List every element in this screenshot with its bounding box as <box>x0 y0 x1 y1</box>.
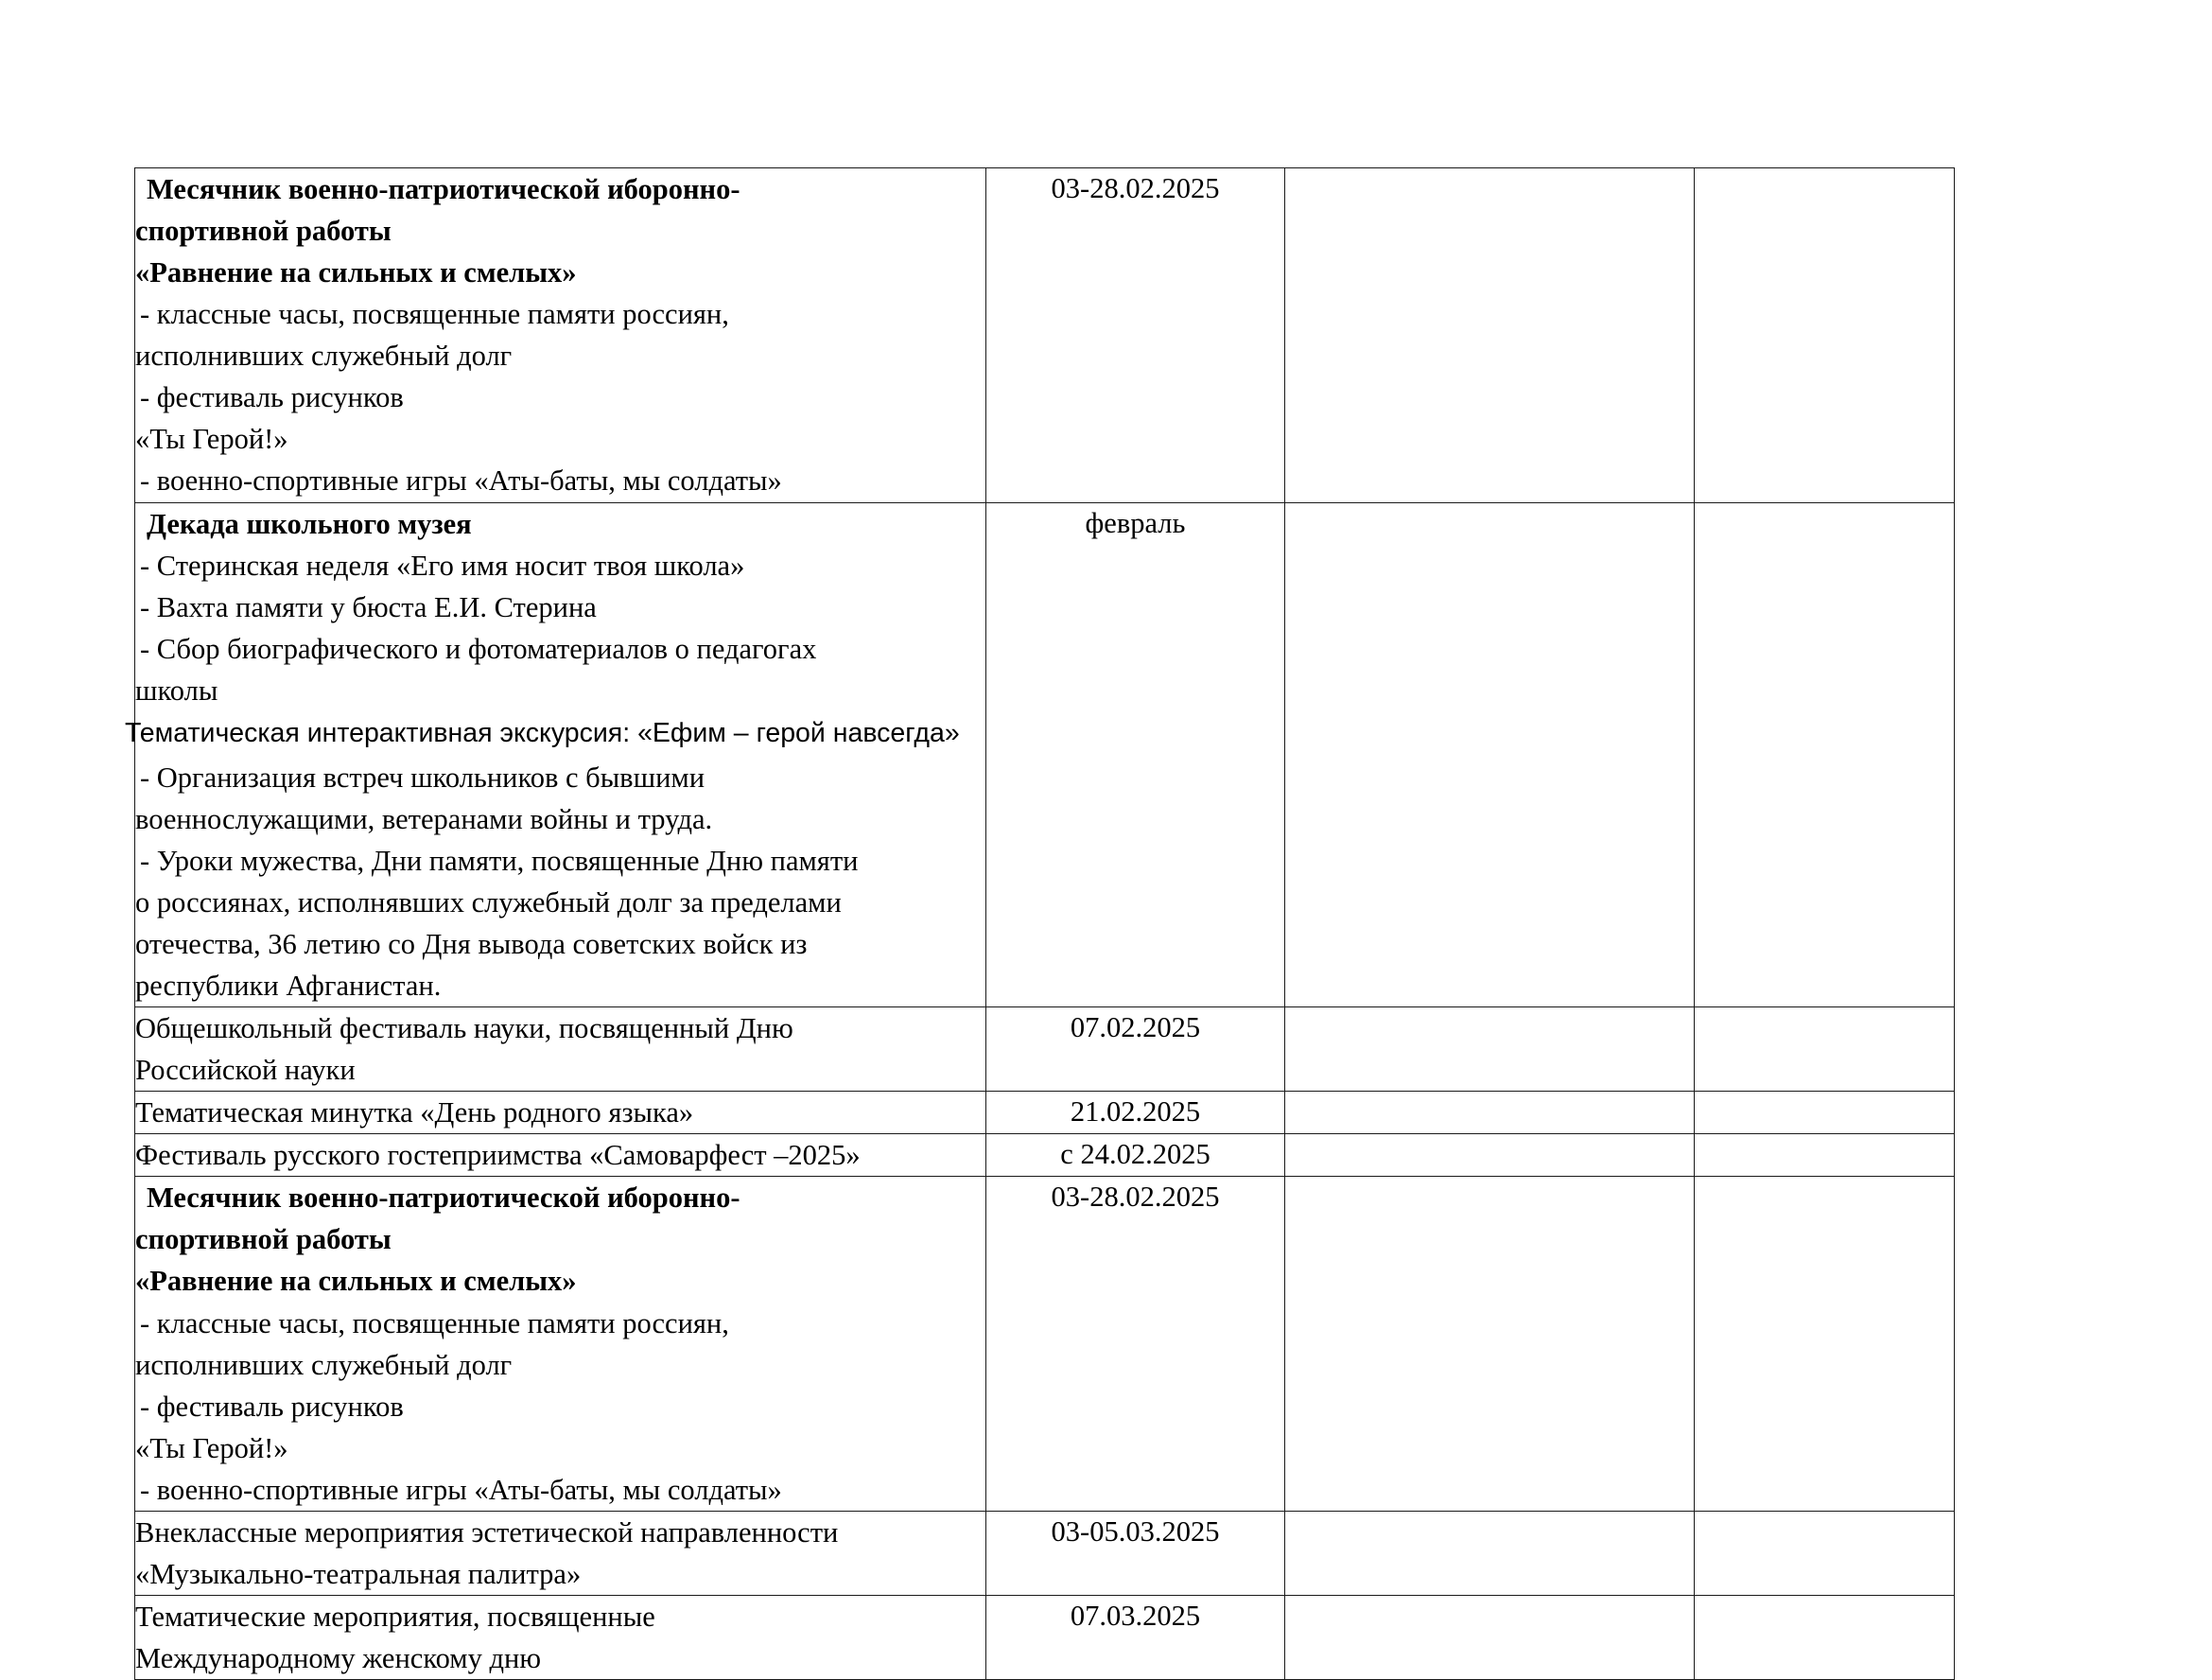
activity-line: о россиянах, исполнявших служебный долг за пределами <box>135 885 842 919</box>
date-cell: с 24.02.2025 <box>986 1134 1285 1177</box>
note-cell <box>1695 168 1955 503</box>
table-body <box>125 168 1955 1680</box>
activity-line: исполнивших служебный долг <box>135 1348 513 1381</box>
activity-line: - Вахта памяти у бюста Е.И. Стерина <box>140 590 597 623</box>
responsible-cell <box>1285 1092 1695 1134</box>
activity-line: Тематическая минутка «День родного языка» <box>135 1096 694 1129</box>
activity-line: Месячник военно-патриотической иборонно- <box>147 1181 740 1215</box>
table-row <box>135 1092 1955 1134</box>
activity-line: - военно-спортивные игры «Аты-баты, мы солдаты» <box>140 464 782 498</box>
activity-line: Фестиваль русского гостеприимства «Самоварфест –2025» <box>135 1139 861 1172</box>
activity-line: исполнивших служебный долг <box>135 340 513 373</box>
activity-line: «Ты Герой!» <box>135 423 288 456</box>
note-cell <box>1695 1007 1955 1092</box>
responsible-cell <box>1285 168 1695 503</box>
note-cell <box>1695 1177 1955 1512</box>
responsible-cell <box>1285 502 1695 1007</box>
table-row <box>135 168 1955 503</box>
activity-line: Общешкольный фестиваль науки, посвященный Дню <box>135 1012 793 1045</box>
responsible-cell <box>1285 1007 1695 1092</box>
activity-line: Тематические мероприятия, посвященные <box>135 1600 655 1633</box>
activity-cell <box>135 1511 986 1595</box>
activity-paragraph: Тематическая интерактивная экскурсия: «Ефим – герой навсегда» <box>125 717 960 748</box>
activity-line: «Равнение на сильных и смелых» <box>135 1265 577 1298</box>
date-cell: 21.02.2025 <box>986 1092 1285 1134</box>
responsible-cell <box>1285 1177 1695 1512</box>
activity-line: - военно-спортивные игры «Аты-баты, мы солдаты» <box>140 1473 782 1506</box>
activity-line: военнослужащими, ветеранами войны и труда. <box>135 802 713 835</box>
activity-line: - фестиваль рисунков <box>140 1390 404 1423</box>
responsible-cell <box>1285 1595 1695 1679</box>
activity-cell <box>135 1134 986 1177</box>
note-cell <box>1695 502 1955 1007</box>
activity-line: - Сбор биографического и фотоматериалов о педагогах <box>140 632 817 665</box>
table-row <box>135 1595 1955 1679</box>
activity-line: - фестиваль рисунков <box>140 381 404 414</box>
activity-line: - классные часы, посвященные памяти россиян, <box>140 298 729 331</box>
note-cell <box>1695 1092 1955 1134</box>
table-row <box>135 1134 1955 1177</box>
activity-line: Международному женскому дню <box>135 1642 542 1674</box>
responsible-cell <box>1285 1511 1695 1595</box>
activity-line: «Музыкально-театральная палитра» <box>135 1557 582 1590</box>
activity-cell <box>135 1007 986 1092</box>
activity-line: Декада школьного музея <box>147 507 472 540</box>
activity-cell <box>125 502 986 1007</box>
activity-line: - Уроки мужества, Дни памяти, посвященные Дню памяти <box>140 844 859 877</box>
note-cell <box>1695 1134 1955 1177</box>
activity-line: - классные часы, посвященные памяти россиян, <box>140 1306 729 1339</box>
activity-cell <box>135 1177 986 1512</box>
table-row <box>135 502 1955 1007</box>
activity-line: «Ты Герой!» <box>135 1431 288 1464</box>
date-cell: 03-28.02.2025 <box>986 168 1285 503</box>
date-cell: 03-05.03.2025 <box>986 1511 1285 1595</box>
date-cell: 07.02.2025 <box>986 1007 1285 1092</box>
activity-line: Внеклассные мероприятия эстетической направленности <box>135 1515 839 1549</box>
activity-cell <box>135 1092 986 1134</box>
activity-line: школы <box>135 674 218 707</box>
activity-line: спортивной работы <box>135 1223 392 1256</box>
table-row <box>135 1177 1955 1512</box>
activity-line: Российской науки <box>135 1054 356 1087</box>
note-cell <box>1695 1595 1955 1679</box>
note-cell <box>1695 1511 1955 1595</box>
date-cell: февраль <box>986 502 1285 1007</box>
activity-line: спортивной работы <box>135 215 392 248</box>
activity-cell <box>135 168 986 503</box>
table-row <box>135 1007 1955 1092</box>
activity-plan-table <box>125 167 1955 1680</box>
responsible-cell <box>1285 1134 1695 1177</box>
activity-cell <box>135 1595 986 1679</box>
date-cell: 03-28.02.2025 <box>986 1177 1285 1512</box>
activity-line: «Равнение на сильных и смелых» <box>135 256 577 289</box>
activity-line: - Стеринская неделя «Его имя носит твоя школа» <box>140 549 745 582</box>
activity-line: - Организация встреч школьников с бывшими <box>140 761 705 794</box>
activity-line: республики Афганистан. <box>135 970 442 1002</box>
table-row <box>135 1511 1955 1595</box>
date-cell: 07.03.2025 <box>986 1595 1285 1679</box>
activity-line: Месячник военно-патриотической иборонно- <box>147 173 740 205</box>
activity-line: отечества, 36 летию со Дня вывода советских войск из <box>135 927 808 960</box>
